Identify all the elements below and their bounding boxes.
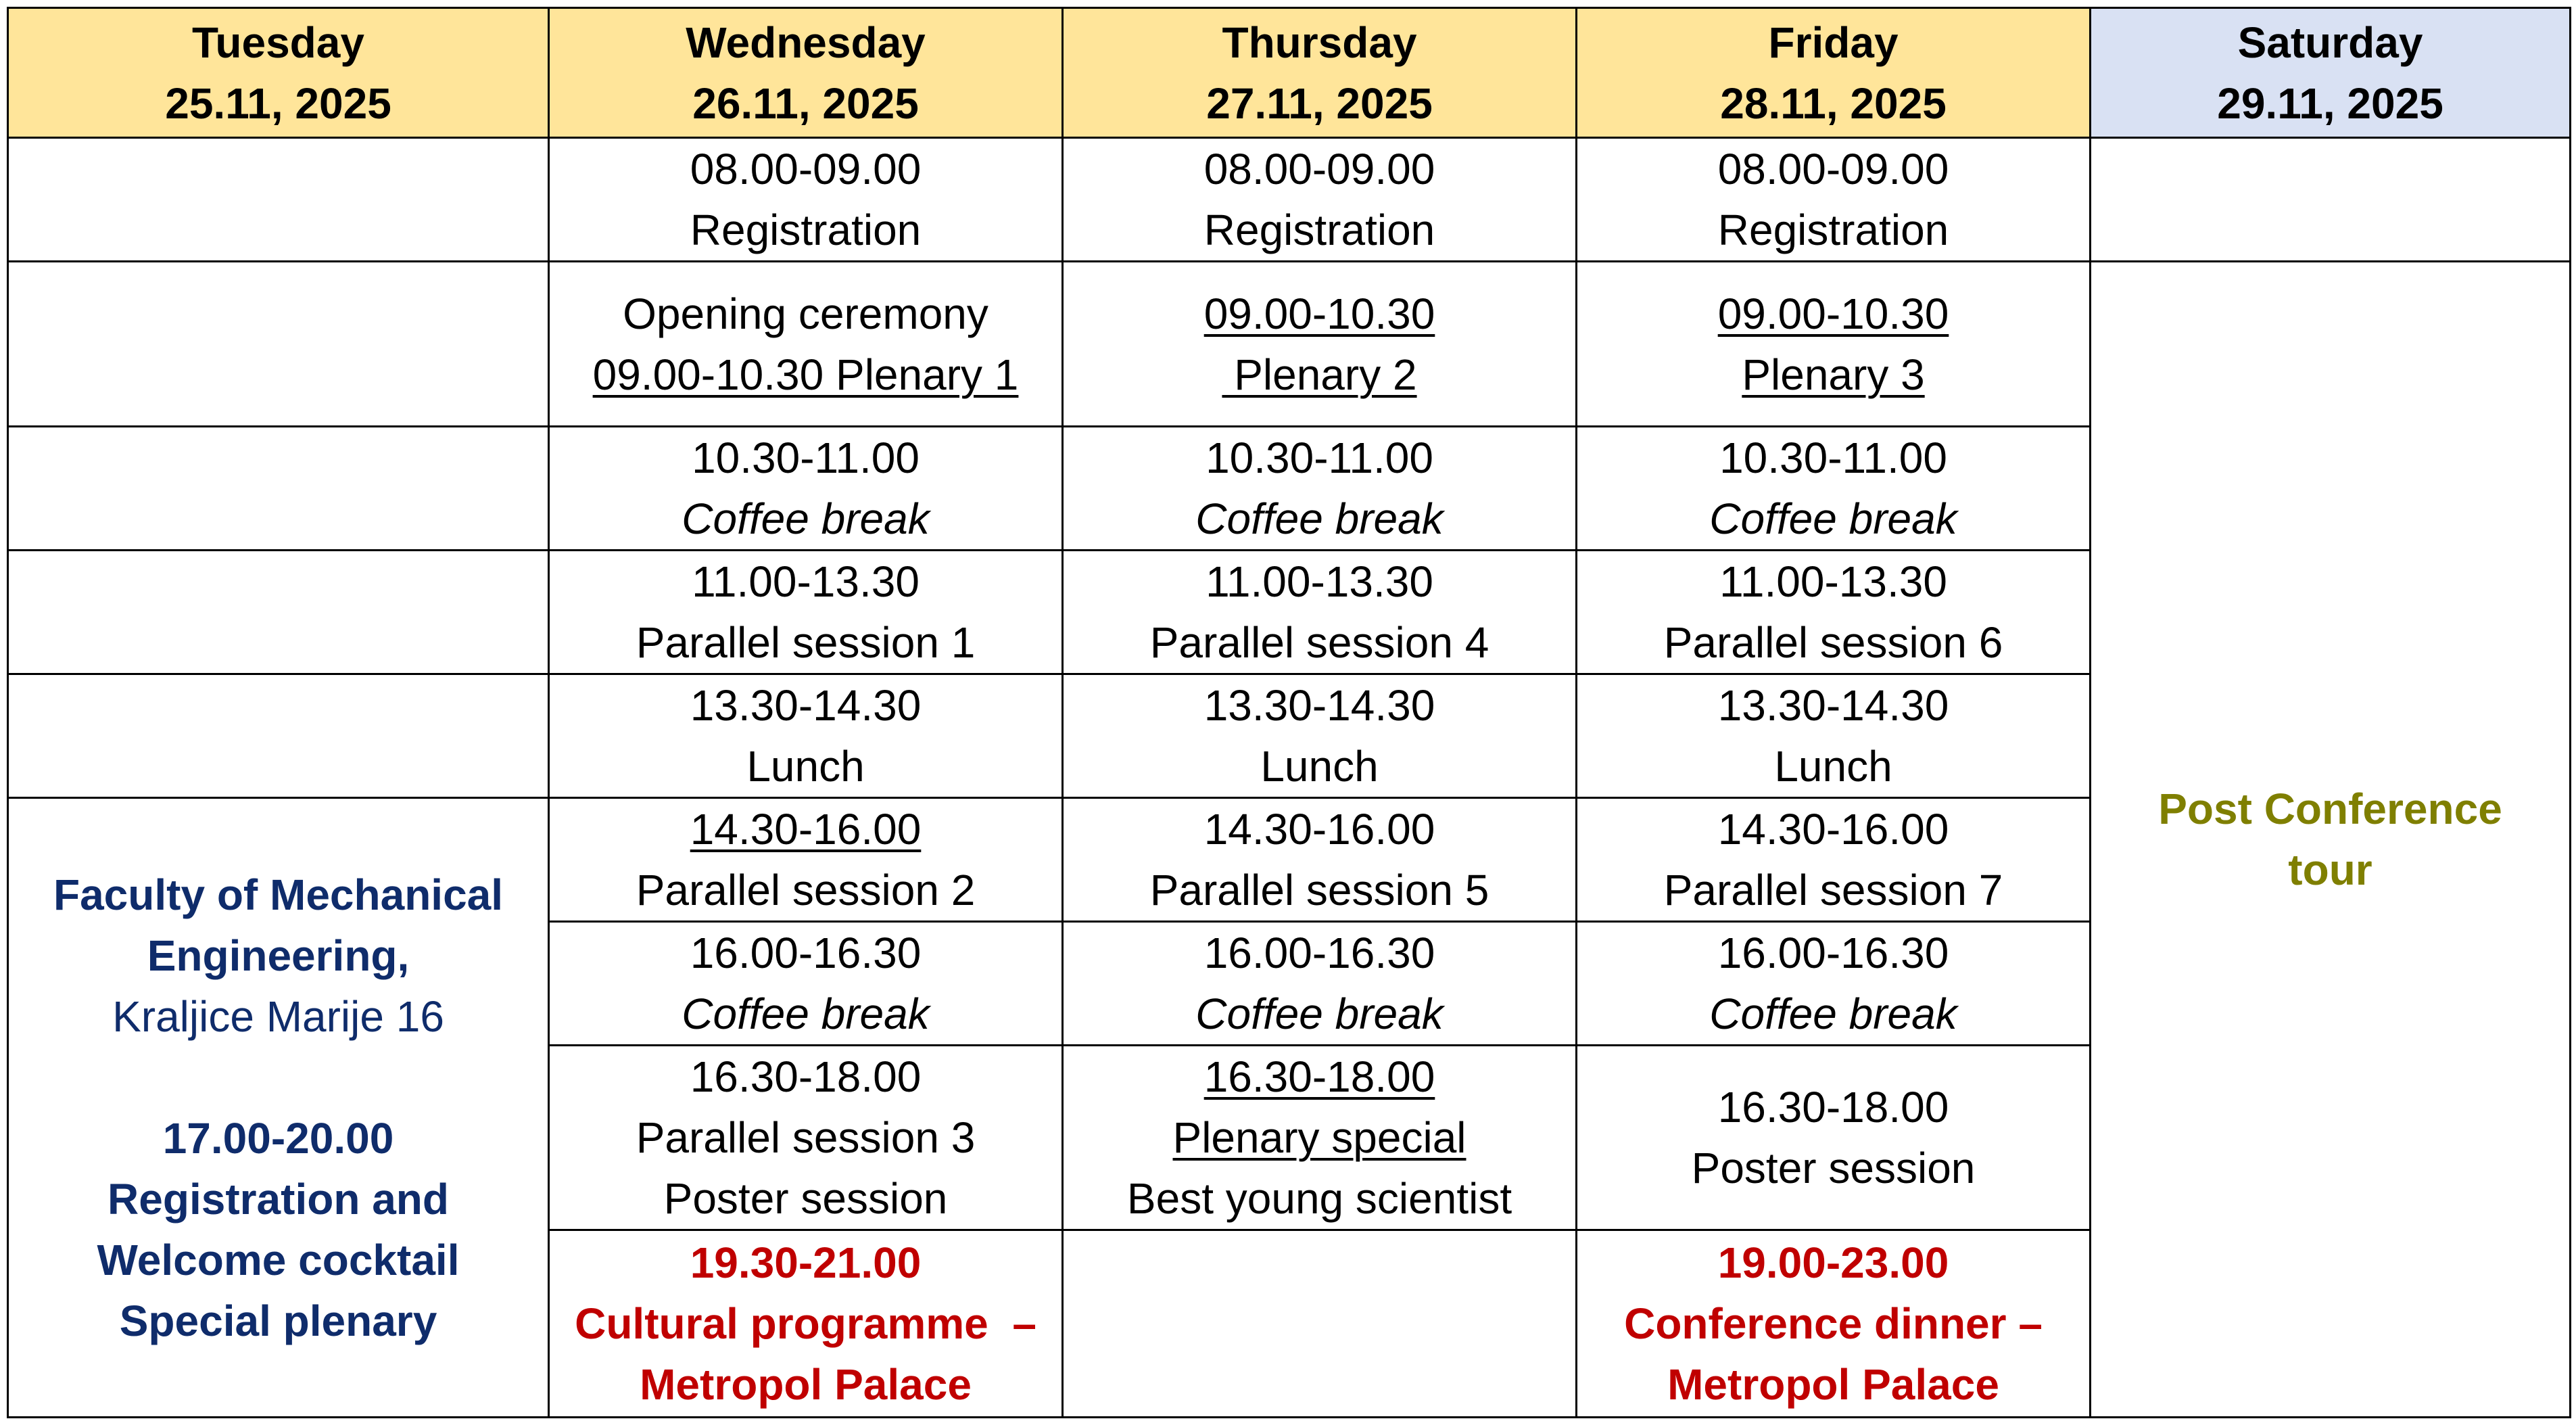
slot-time: 16.30-18.00	[1203, 1052, 1435, 1101]
wednesday-lunch	[549, 674, 1063, 798]
thursday-session-5	[1063, 798, 1577, 922]
slot-time: 11.00-13.30	[1206, 557, 1433, 606]
slot-title-2: Best young scientist	[1126, 1174, 1512, 1223]
venue-address: Kraljice Marije 16	[112, 992, 444, 1041]
slot-title: Parallel session 7	[1663, 866, 2003, 914]
day-name: Saturday	[2237, 18, 2423, 67]
tour-line1: Post Conference	[2158, 785, 2502, 833]
friday-session-6	[1577, 551, 2091, 674]
slot-title: Coffee break	[1195, 989, 1444, 1038]
thursday-registration	[1063, 138, 1577, 262]
header-thursday	[1063, 8, 1577, 138]
venue-line2: Engineering,	[147, 931, 410, 980]
slot-time: 08.00-09.00	[1717, 145, 1949, 193]
tuesday-empty-cell	[8, 551, 549, 674]
day-name: Friday	[1768, 18, 1899, 67]
wednesday-session-1	[549, 551, 1063, 674]
slot-title: Lunch	[746, 742, 865, 791]
welcome-time: 17.00-20.00	[162, 1113, 394, 1163]
wednesday-coffee-afternoon	[549, 922, 1063, 1046]
slot-title: Parallel session 6	[1663, 618, 2003, 667]
day-date: 26.11, 2025	[692, 78, 919, 128]
wednesday-cultural-programme	[549, 1230, 1063, 1418]
tuesday-empty-cell	[8, 262, 549, 427]
tuesday-empty-cell	[8, 674, 549, 798]
welcome-line3: Special plenary	[119, 1296, 437, 1345]
thursday-coffee-morning	[1063, 427, 1577, 551]
thursday-coffee-afternoon	[1063, 922, 1577, 1046]
welcome-line1: Registration and	[108, 1174, 449, 1224]
header-wednesday	[549, 8, 1063, 138]
friday-registration	[1577, 138, 2091, 262]
day-name: Wednesday	[686, 18, 926, 67]
slot-time: 10.30-11.00	[1206, 434, 1433, 482]
tour-line2: tour	[2288, 845, 2372, 894]
conference-schedule-table	[7, 7, 2571, 1418]
saturday-tour-cell	[2091, 262, 2571, 1418]
slot-time: 10.30-11.00	[1719, 434, 1947, 482]
slot-title: Coffee break	[1709, 494, 1957, 543]
wednesday-session-3	[549, 1046, 1063, 1230]
slot-time: 16.30-18.00	[690, 1052, 922, 1101]
slot-time: 13.30-14.30	[1717, 681, 1949, 730]
slot-title: Registration	[690, 206, 922, 254]
saturday-empty-cell	[2091, 138, 2571, 262]
slot-venue: Metropol Palace	[1667, 1360, 1999, 1409]
slot-venue: Metropol Palace	[640, 1360, 972, 1409]
header-friday	[1577, 8, 2091, 138]
tuesday-empty-cell	[8, 427, 549, 551]
slot-title: Parallel session 5	[1149, 866, 1489, 914]
slot-time: 10.30-11.00	[692, 434, 920, 482]
friday-conference-dinner	[1577, 1230, 2091, 1418]
friday-coffee-afternoon	[1577, 922, 2091, 1046]
slot-title-2: Poster session	[663, 1174, 948, 1223]
slot-time: 14.30-16.00	[1203, 805, 1435, 854]
slot-time: 16.00-16.30	[1203, 929, 1435, 977]
slot-title: Parallel session 3	[636, 1113, 976, 1162]
slot-time: 19.00-23.00	[1717, 1238, 1949, 1287]
thursday-lunch	[1063, 674, 1577, 798]
wednesday-registration	[549, 138, 1063, 262]
wednesday-plenary	[549, 262, 1063, 427]
slot-title: Registration	[1717, 206, 1949, 254]
slot-title: Poster session	[1691, 1144, 1976, 1192]
slot-time: 08.00-09.00	[1203, 145, 1435, 193]
slot-time: 16.00-16.30	[690, 929, 922, 977]
slot-time: 16.30-18.00	[1717, 1083, 1949, 1132]
day-date: 25.11, 2025	[165, 78, 391, 128]
slot-title: Parallel session 2	[636, 866, 976, 914]
slot-title: Coffee break	[682, 989, 930, 1038]
day-name: Thursday	[1222, 18, 1417, 67]
thursday-empty-cell	[1063, 1230, 1577, 1418]
slot-time: 09.00-10.30	[1717, 289, 1949, 338]
day-date: 28.11, 2025	[1720, 78, 1947, 128]
slot-title: Coffee break	[682, 494, 930, 543]
tuesday-empty-cell	[8, 138, 549, 262]
slot-title: Coffee break	[1195, 494, 1444, 543]
thursday-session-4	[1063, 551, 1577, 674]
row-plenary	[8, 262, 2571, 427]
friday-lunch	[1577, 674, 2091, 798]
spacer	[16, 1047, 541, 1108]
friday-plenary	[1577, 262, 2091, 427]
thursday-plenary-special	[1063, 1046, 1577, 1230]
friday-poster-session	[1577, 1046, 2091, 1230]
wednesday-session-2	[549, 798, 1063, 922]
tuesday-welcome-cell	[8, 798, 549, 1418]
slot-title: Plenary 3	[1742, 350, 1925, 399]
slot-time: 09.00-10.30	[1203, 289, 1435, 338]
friday-session-7	[1577, 798, 2091, 922]
venue-line1: Faculty of Mechanical	[53, 870, 504, 919]
slot-time: 14.30-16.00	[690, 805, 922, 854]
slot-title: Cultural programme –	[575, 1299, 1036, 1348]
slot-time: 11.00-13.30	[692, 557, 920, 606]
row-registration	[8, 138, 2571, 262]
slot-time: 19.30-21.00	[690, 1238, 922, 1287]
header-saturday	[2091, 8, 2571, 138]
slot-title: Registration	[1203, 206, 1435, 254]
wednesday-coffee-morning	[549, 427, 1063, 551]
slot-title: Conference dinner –	[1624, 1299, 2043, 1348]
slot-time: 16.00-16.30	[1717, 929, 1949, 977]
slot-time: 11.00-13.30	[1719, 557, 1947, 606]
slot-time: 13.30-14.30	[1203, 681, 1435, 730]
slot-title: Plenary 2	[1222, 350, 1417, 399]
header-tuesday	[8, 8, 549, 138]
slot-title: Parallel session 1	[636, 618, 976, 667]
day-name: Tuesday	[192, 18, 364, 67]
slot-title: Lunch	[1260, 742, 1379, 791]
day-date: 29.11, 2025	[2217, 78, 2443, 128]
friday-coffee-morning	[1577, 427, 2091, 551]
slot-time-title: 09.00-10.30 Plenary 1	[592, 350, 1019, 399]
thursday-plenary	[1063, 262, 1577, 427]
slot-time: 08.00-09.00	[690, 145, 922, 193]
slot-title: Opening ceremony	[623, 289, 988, 338]
header-row	[8, 8, 2571, 138]
welcome-line2: Welcome cocktail	[97, 1235, 460, 1284]
slot-time: 14.30-16.00	[1717, 805, 1949, 854]
slot-title: Lunch	[1774, 742, 1892, 791]
slot-title: Parallel session 4	[1149, 618, 1489, 667]
slot-title: Coffee break	[1709, 989, 1957, 1038]
slot-title: Plenary special	[1172, 1113, 1466, 1162]
slot-time: 13.30-14.30	[690, 681, 922, 730]
day-date: 27.11, 2025	[1206, 78, 1433, 128]
